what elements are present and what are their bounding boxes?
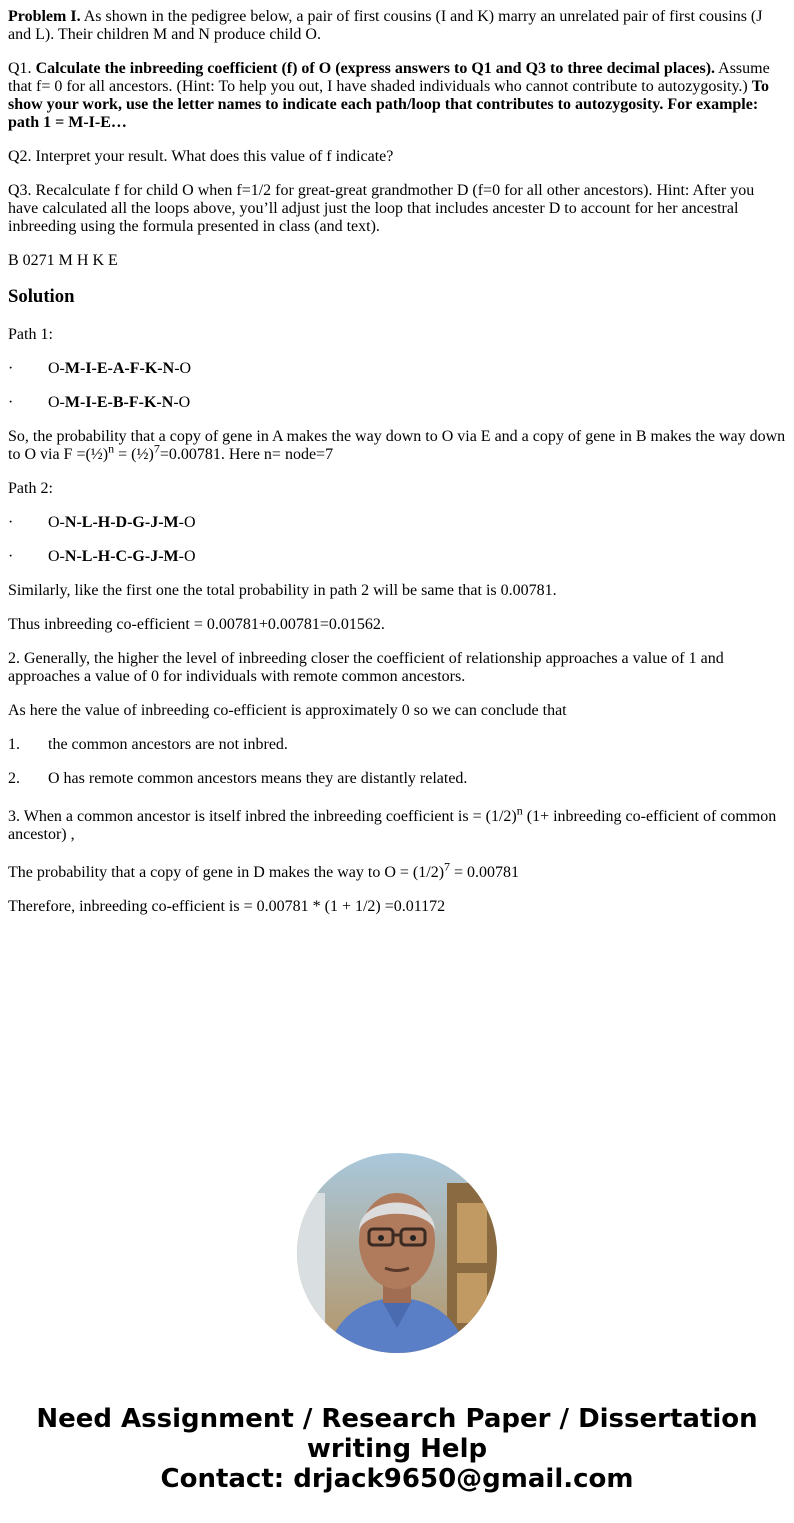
path1-label: Path 1: <box>8 326 53 343</box>
document-body <box>8 8 786 932</box>
path1-probability: So, the probability that a copy of gene in A makes the way down to O via E and a copy of gene in B makes the way down to O via F =(½)$^n$ = (½)$^7$=0.00781. Here n= node=7 <box>8 428 786 463</box>
path-text: O-N-L-H-C-G-J-M-O <box>48 548 196 565</box>
q1-bold-instructions: To show your work, use the letter names to indicate each path/loop that contributes to autozygosity. For example: path 1 = M-I-E… <box>8 78 769 131</box>
solution-heading: Solution <box>8 286 75 307</box>
path-text: O-M-I-E-B-F-K-N-O <box>48 394 191 411</box>
letters-line: B 0271 M H K E <box>8 252 118 269</box>
therefore-text: Therefore, inbreeding co-efficient is = 0.00781 * (1 + 1/2) =0.01172 <box>8 898 446 915</box>
path2-label: Path 2: <box>8 480 53 497</box>
thus-text: Thus inbreeding co-efficient = 0.00781+0.00781=0.01562. <box>8 616 385 633</box>
question-3: Q3. Recalculate f for child O when f=1/2 for great-great grandmother D (f=0 for all other ancestors). Hint: After you have calculated all the loops above, you’ll adjust just the loop that includes ancester D to account for her ancestral inbreeding using the formula presented in class (and text). <box>8 182 755 235</box>
path-text: O-N-L-H-D-G-J-M-O <box>48 514 196 531</box>
footer-line-2: writing Help <box>306 1434 488 1464</box>
bullet: · <box>8 360 14 377</box>
similarly-text: Similarly, like the first one the total probability in path 2 will be same that is 0.00781. <box>8 582 557 599</box>
avatar <box>297 1153 497 1353</box>
question-1 <box>8 60 786 132</box>
conclusion-item: 2. O has remote common ancestors means they are distantly related. <box>8 770 468 787</box>
tutor-photo <box>297 1153 497 1353</box>
problem-statement <box>8 8 786 44</box>
path1-item <box>8 360 786 378</box>
path-text: O-M-I-E-A-F-K-N-O <box>48 360 192 377</box>
path1-item <box>8 394 786 412</box>
q1-bold: Calculate the inbreeding coefficient (f) of O (express answers to Q1 and Q3 to three decimal places). <box>35 60 716 77</box>
footer-line-1: Need Assignment / Research Paper / Dissertation <box>36 1404 758 1434</box>
path2-item <box>8 514 786 532</box>
path2-item <box>8 548 786 566</box>
question-2: Q2. Interpret your result. What does this value of f indicate? <box>8 148 394 165</box>
q1-prefix: Q1. <box>8 60 36 77</box>
q1-text: Assume that f= 0 for all ancestors. (Hint: To help you out, I have shaded individuals who cannot contribute to autozygosity.) <box>8 60 770 95</box>
bullet: · <box>8 394 14 411</box>
conclusion-item: 1. the common ancestors are not inbred. <box>8 736 288 753</box>
problem-text: As shown in the pedigree below, a pair of first cousins (I and K) marry an unrelated pair of first cousins (J and L). Their children M and N produce child O. <box>8 8 763 43</box>
answer-3: 3. When a common ancestor is itself inbred the inbreeding coefficient is = $(1/2)^n$ (1+ inbreeding co-efficient of common ancestor) , <box>8 803 777 843</box>
footer-banner <box>0 1404 794 1494</box>
probability-d: The probability that a copy of gene in D makes the way to $O = (1/2)^7 = 0.00781$ <box>8 859 520 881</box>
problem-label: Problem I. <box>8 8 81 25</box>
footer-contact: Contact: drjack9650@gmail.com <box>160 1464 634 1494</box>
as-here-text: As here the value of inbreeding co-efficient is approximately 0 so we can conclude that <box>8 702 567 719</box>
bullet: · <box>8 548 14 565</box>
answer-2: 2. Generally, the higher the level of inbreeding closer the coefficient of relationship approaches a value of 1 and approaches a value of 0 for individuals with remote common ancestors. <box>8 650 724 685</box>
bullet: · <box>8 514 14 531</box>
